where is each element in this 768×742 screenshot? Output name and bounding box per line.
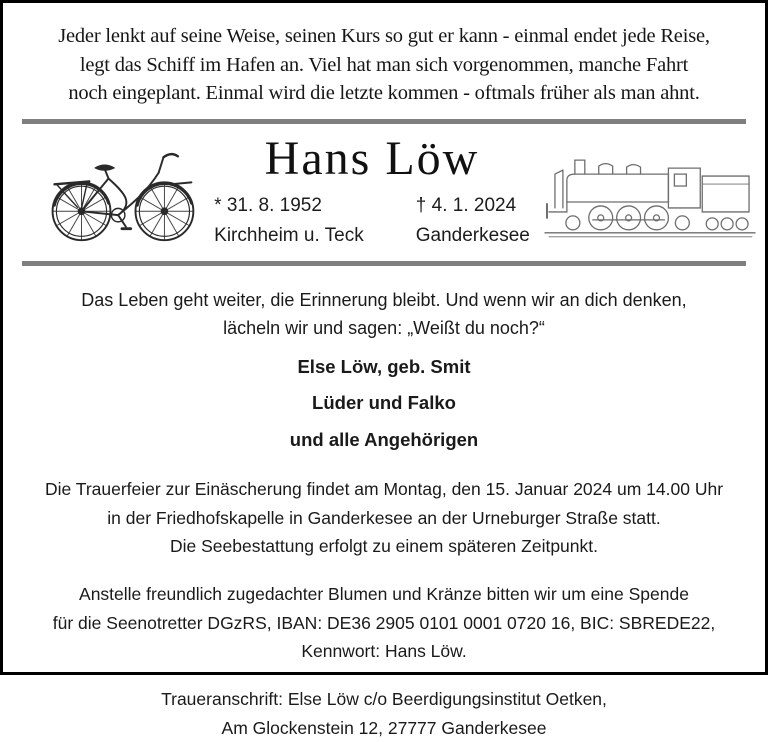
funeral-details xyxy=(3,475,765,560)
death-date: † 4. 1. 2024 xyxy=(415,195,517,217)
address-line: Traueranschrift: Else Löw c/o Beerdigungsinstitut Oetken, xyxy=(161,689,607,710)
donation-line: Anstelle freundlich zugedachter Blumen und Kränze bitten wir um eine Spende xyxy=(79,584,689,605)
death-place: Ganderkesee xyxy=(415,224,530,246)
life-dates xyxy=(201,191,543,250)
mourners-list xyxy=(3,355,765,450)
donation-line: Kennwort: Hans Löw. xyxy=(301,641,467,662)
deceased-name: Hans Löw xyxy=(264,132,480,186)
death-symbol: † xyxy=(415,195,427,217)
divider-rule-bottom xyxy=(22,261,746,266)
steam-locomotive-icon xyxy=(543,146,757,242)
epitaph-line: noch eingeplant. Einmal wird die letzte kommen - oftmals früher als man ahnt. xyxy=(68,82,700,105)
epitaph xyxy=(3,22,765,108)
memory-line: Das Leben geht weiter, die Erinnerung bleibt. Und wenn wir an dich denken, xyxy=(81,290,687,311)
epitaph-line: Jeder lenkt auf seine Weise, seinen Kurs so gut er kann - einmal endet jede Reise, xyxy=(58,25,710,47)
donation-line: für die Seenotretter DGzRS, IBAN: DE36 2905 0101 0001 0720 16, BIC: SBREDE22, xyxy=(52,612,716,633)
deceased-name-block xyxy=(201,132,543,250)
deceased-header xyxy=(3,124,765,250)
memory-line: lächeln wir und sagen: „Weißt du noch?“ xyxy=(223,317,545,338)
birth-symbol: * xyxy=(214,195,222,217)
funeral-line: Die Trauerfeier zur Einäscherung findet am Montag, den 15. Januar 2024 um 14.00 Uhr xyxy=(44,479,724,500)
death-info xyxy=(416,191,530,250)
birth-date: * 31. 8. 1952 xyxy=(214,195,322,217)
donation-details xyxy=(3,580,765,665)
epitaph-line: legt das Schiff im Hafen an. Viel hat man sich vorgenommen, manche Fahrt xyxy=(79,53,689,76)
funeral-line: in der Friedhofskapelle in Ganderkesee an der Urneburger Straße statt. xyxy=(107,507,661,528)
mourner-name: und alle Angehörigen xyxy=(289,428,479,450)
bicycle-icon xyxy=(43,138,201,246)
mourner-name: Lüder und Falko xyxy=(312,392,456,414)
address-line: Am Glockenstein 12, 27777 Ganderkesee xyxy=(221,717,547,738)
mourning-address xyxy=(3,685,765,742)
birth-place: Kirchheim u. Teck xyxy=(214,224,364,246)
mourner-name: Else Löw, geb. Smit xyxy=(297,355,471,377)
birth-info xyxy=(214,191,364,250)
memory-text xyxy=(3,287,765,343)
funeral-line: Die Seebestattung erfolgt zu einem späteren Zeitpunkt. xyxy=(169,536,599,557)
